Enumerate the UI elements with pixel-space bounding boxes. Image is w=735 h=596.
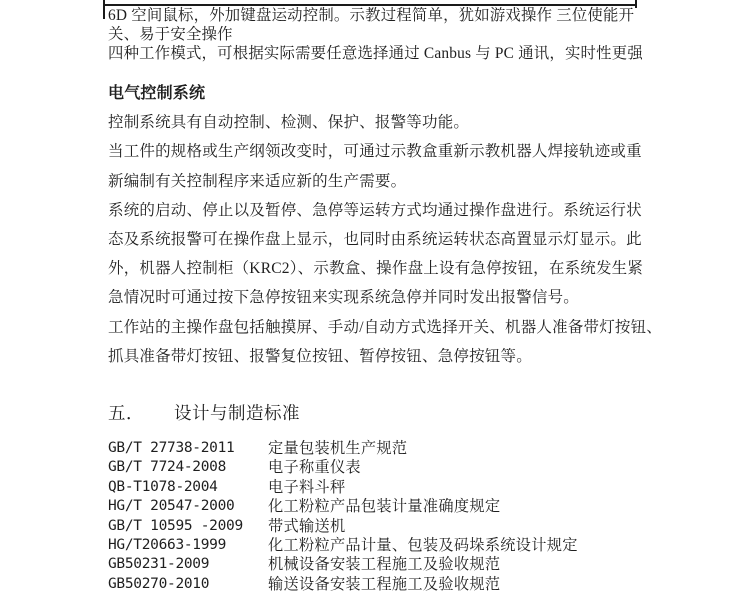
standard-name: 输送设备安装工程施工及验收规范 bbox=[268, 575, 501, 593]
paragraph-line: 控制系统具有自动控制、检测、保护、报警等功能。 bbox=[108, 114, 470, 132]
standard-name: 化工粉粒产品计量、包装及码垛系统设计规定 bbox=[268, 537, 578, 555]
standard-row bbox=[108, 439, 708, 458]
standard-code: GB50270-2010 bbox=[108, 575, 210, 592]
section-heading-design-standards bbox=[108, 401, 300, 425]
standard-row bbox=[108, 536, 708, 555]
paragraph-line: 外，机器人控制柜（KRC2）、示教盒、操作盘上设有急停按钮，在系统发生紧 bbox=[108, 260, 644, 278]
table-cell-text bbox=[108, 6, 648, 63]
paragraph-line: 态及系统报警可在操作盘上显示，也同时由系统运转状态高置显示灯显示。此 bbox=[108, 231, 642, 249]
standards-list bbox=[108, 439, 708, 594]
paragraph-line: 抓具准备带灯按钮、报警复位按钮、暂停按钮、急停按钮等。 bbox=[108, 347, 532, 365]
standard-row bbox=[108, 517, 708, 536]
standard-name: 定量包装机生产规范 bbox=[268, 440, 408, 457]
subsection-heading-electrical-control: 电气控制系统 bbox=[108, 85, 206, 102]
standard-row bbox=[108, 575, 708, 594]
standard-code: HG/T20663-1999 bbox=[108, 537, 227, 554]
standard-name: 机械设备安装工程施工及验收规范 bbox=[268, 556, 501, 574]
paragraph-line: 急情况时可通过按下急停按钮来实现系统急停并同时发出报警信号。 bbox=[108, 289, 580, 307]
paragraph-line: 当工件的规格或生产纲领改变时，可通过示教盒重新示教机器人焊接轨迹或重 bbox=[108, 143, 642, 161]
standard-row bbox=[108, 497, 708, 516]
paragraph-line: 系统的启动、停止以及暂停、急停等运转方式均通过操作盘进行。系统运行状 bbox=[108, 201, 642, 219]
standard-code: GB50231-2009 bbox=[108, 556, 210, 573]
standard-name: 电子料斗秤 bbox=[268, 478, 346, 496]
standard-row bbox=[108, 555, 708, 574]
standard-row bbox=[108, 478, 708, 497]
cell-text-line: 关、易于安全操作 bbox=[108, 26, 233, 43]
standard-code: QB-T1078-2004 bbox=[108, 478, 218, 495]
standard-name: 电子称重仪表 bbox=[268, 459, 361, 477]
paragraph-line: 新编制有关控制程序来适应新的生产需要。 bbox=[108, 172, 407, 190]
cell-text-line: 四种工作模式，可根据实际需要任意选择通过 Canbus 与 PC 通讯，实时性更强 bbox=[108, 45, 643, 62]
standard-row bbox=[108, 458, 708, 477]
standard-code: GB/T 7724-2008 bbox=[108, 459, 227, 476]
section-title: 设计与制造标准 bbox=[174, 403, 300, 423]
standard-name: 带式输送机 bbox=[268, 517, 346, 535]
standard-name: 化工粉粒产品包装计量准确度规定 bbox=[268, 498, 501, 516]
standard-code: GB/T 27738-2011 bbox=[108, 440, 235, 456]
paragraph-line: 工作站的主操作盘包括触摸屏、手动/自动方式选择开关、机器人准备带灯按钮、 bbox=[108, 318, 663, 336]
table-left-border-tick bbox=[103, 0, 105, 19]
standard-code: HG/T 20547-2000 bbox=[108, 498, 235, 515]
section-number: 五． bbox=[108, 403, 144, 423]
standard-code: GB/T 10595 -2009 bbox=[108, 517, 243, 534]
cell-text-line: 6D 空间鼠标，外加键盘运动控制。示教过程简单，犹如游戏操作 三位使能开 bbox=[108, 7, 635, 24]
body-text bbox=[108, 79, 668, 371]
